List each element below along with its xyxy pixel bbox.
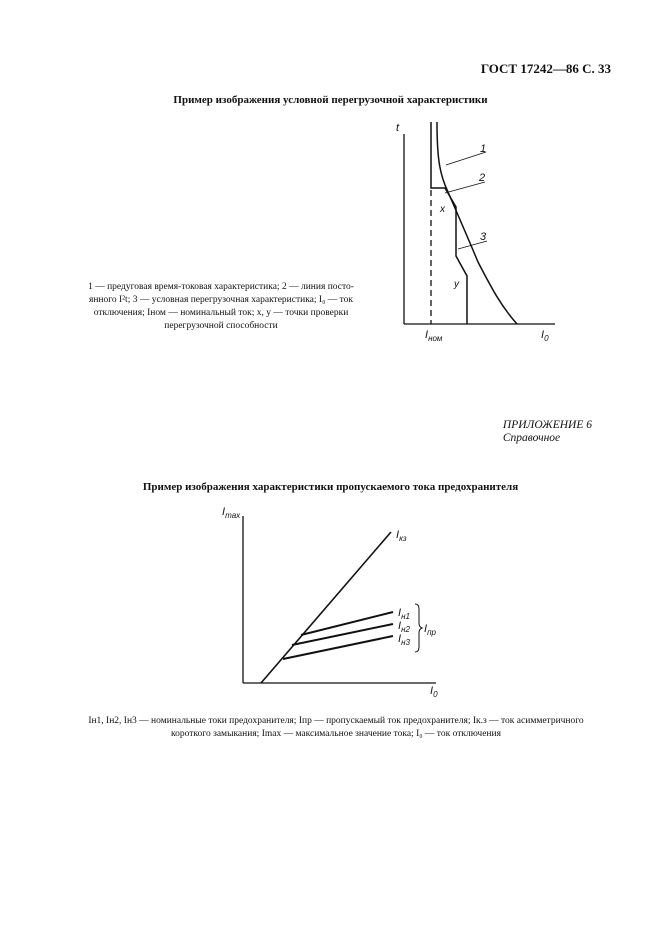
appendix-title: ПРИЛОЖЕНИЕ 6 — [502, 419, 592, 431]
line-kz-label: $I_{кз}$ — [396, 529, 407, 543]
t-axis-label: t — [396, 122, 400, 134]
curve-2-label: 2 — [479, 172, 486, 184]
figure2-title: Пример изображения характеристики пропускаемого тока предохранителя — [142, 481, 519, 493]
point-x-label: x — [440, 204, 445, 215]
i-o-axis-label: $I_0$ — [430, 685, 438, 699]
line-n2 — [292, 624, 393, 645]
figure2-axes — [243, 516, 436, 683]
figure1-legend-line: перегрузочной способности — [164, 321, 278, 331]
figure1-legend-line: отключения; Iном — номинальный ток; x, y — точки проверки — [93, 308, 349, 318]
i-o-label-fig1: $I_0$ — [541, 329, 549, 343]
figure1-legend-line: янного I²t; 3 — условная перегрузочная характеристика; I₀ — ток — [88, 295, 354, 305]
figure2-legend-line: Iн1, Iн2, Iн3 — номинальные токи предохранителя; Iпр — пропускаемый ток предохранителя; Iк.з — ток асимметричного — [88, 716, 584, 726]
figure1-title: Пример изображения условной перегрузочной характеристики — [173, 94, 488, 106]
i-max-axis-label: $I_{max}$ — [222, 506, 241, 520]
line-kz — [261, 532, 391, 683]
line-n1 — [301, 612, 393, 635]
brace-label: $I_{пр}$ — [424, 623, 436, 637]
figure2-legend-line: короткого замыкания; Imax — максимальное значение тока; I₀ — ток отключения — [171, 729, 501, 739]
figure2-legend — [76, 715, 596, 741]
page-header: ГОСТ 17242—86 С. 33 — [480, 61, 611, 76]
appendix-subtitle: Справочное — [502, 432, 561, 444]
curly-brace — [415, 604, 422, 652]
i-nom-label: $I_{ном}$ — [425, 329, 443, 343]
line-n1-label: $I_{н1}$ — [398, 607, 410, 621]
point-y-label: y — [454, 279, 459, 290]
line-n3-label: $I_{н3}$ — [398, 633, 410, 647]
figure1-legend-line: 1 — предуговая время-токовая характеристика; 2 — линия посто- — [88, 282, 354, 292]
curve-1-label: 1 — [480, 143, 487, 155]
line-n2-label: $I_{н2}$ — [398, 620, 410, 634]
curve-3-label: 3 — [480, 231, 487, 243]
